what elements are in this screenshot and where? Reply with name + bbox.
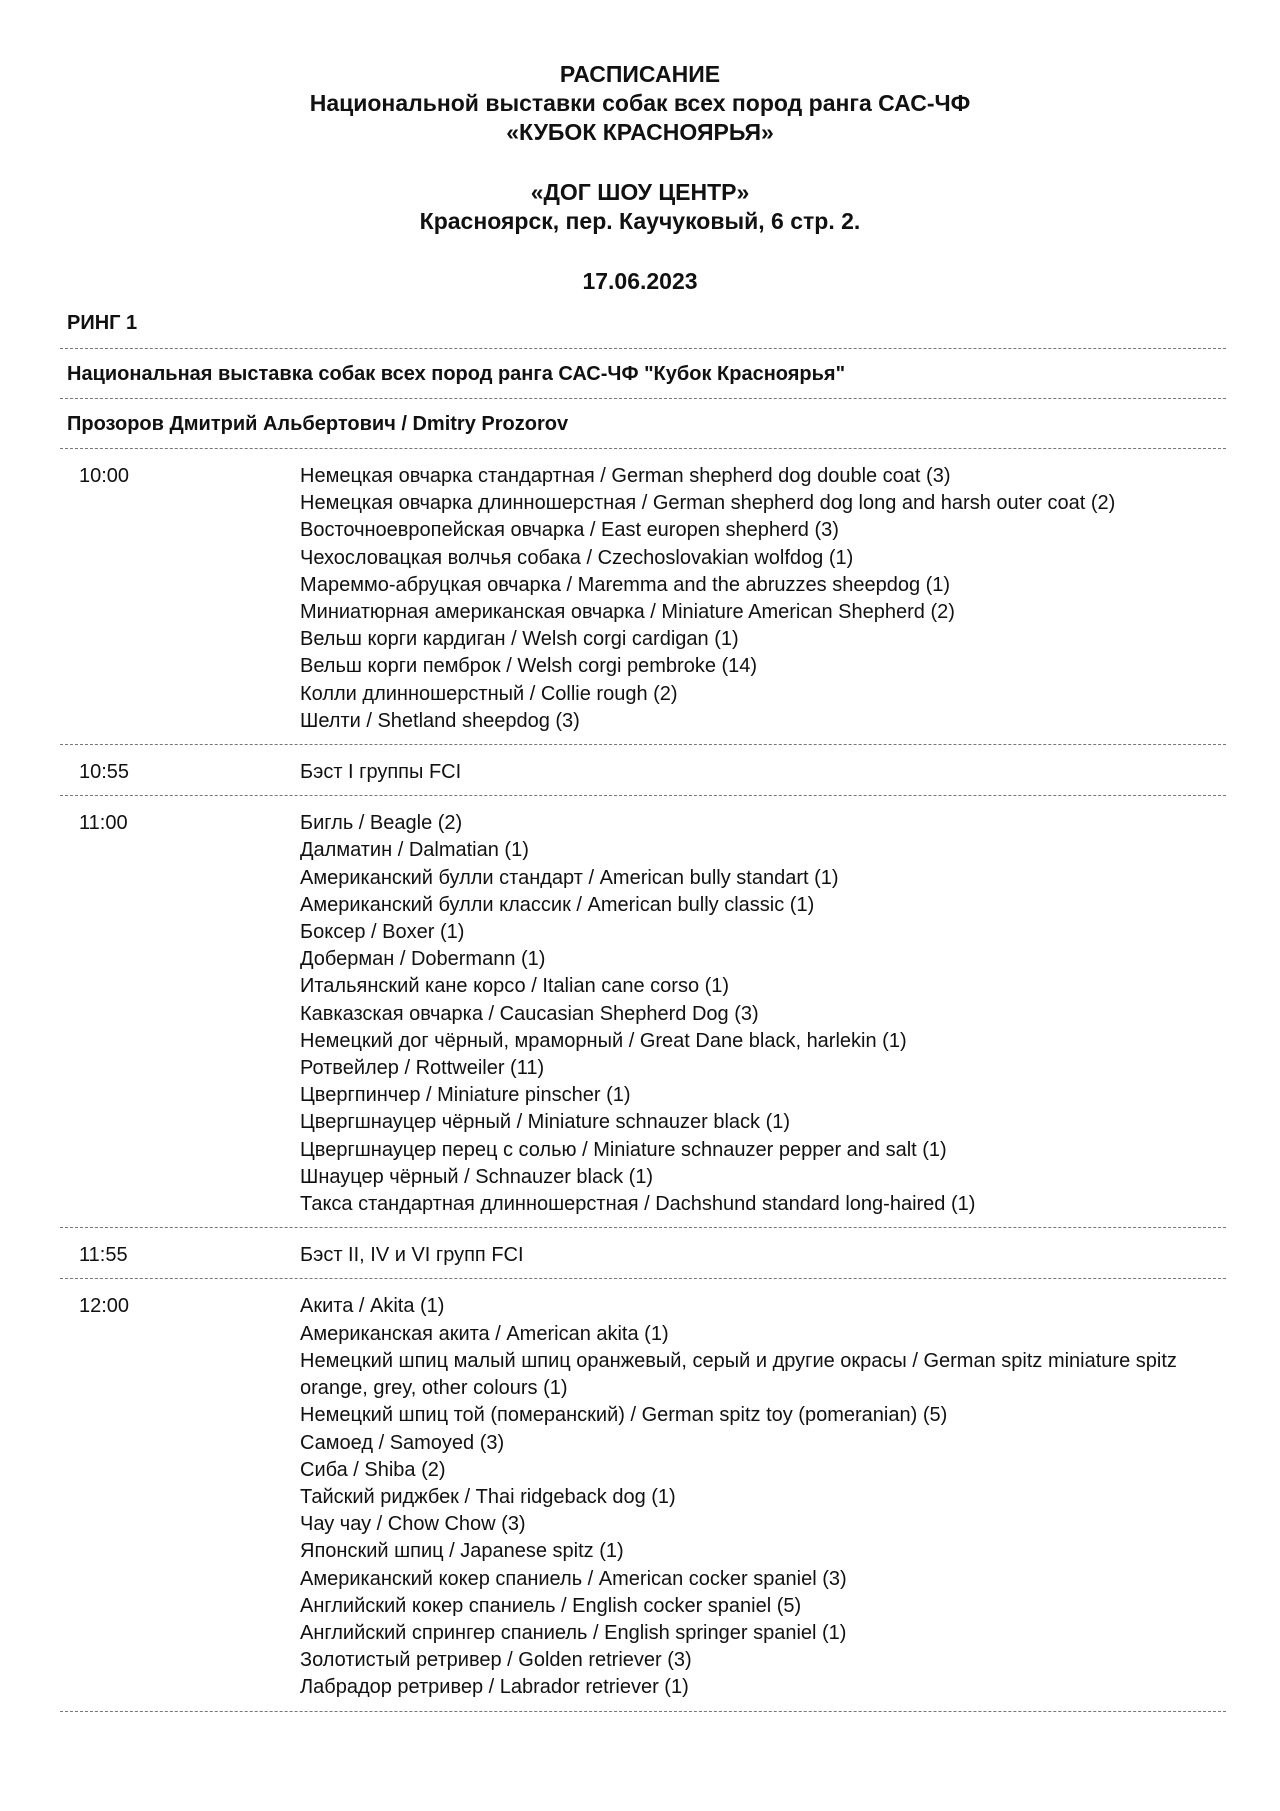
show-subtitle: Национальной выставки собак всех пород ранга САС-ЧФ	[309, 90, 971, 116]
breed-entry: Мареммо-абруцкая овчарка / Maremma and the abruzzes sheepdog (1)	[300, 573, 951, 596]
schedule-slot	[60, 1228, 1226, 1278]
breed-entry: Боксер / Boxer (1)	[300, 921, 465, 944]
venue-name: «ДОГ ШОУ ЦЕНТР»	[530, 179, 750, 205]
breed-entry: Английский спрингер спаниель / English springer spaniel (1)	[300, 1621, 847, 1644]
breed-list	[300, 810, 1200, 1218]
schedule-slot	[60, 449, 1226, 744]
breed-entry: Доберман / Dobermann (1)	[300, 948, 546, 971]
breed-entry: Лабрадор ретривер / Labrador retriever (1)	[300, 1676, 689, 1699]
document-title: РАСПИСАНИЕ	[559, 61, 721, 87]
breed-list	[300, 463, 1200, 735]
breed-entry: Ротвейлер / Rottweiler (11)	[300, 1057, 545, 1080]
breed-entry: Американская акита / American akita (1)	[300, 1322, 669, 1345]
breed-entry: Сиба / Shiba (2)	[300, 1458, 446, 1481]
slot-time: 11:55	[79, 1244, 128, 1267]
breed-entry: Акита / Akita (1)	[300, 1295, 445, 1318]
venue-address: Красноярск, пер. Каучуковый, 6 стр. 2.	[419, 208, 861, 234]
breed-entry: Бэст II, IV и VI групп FCI	[300, 1244, 524, 1267]
breed-entry: Японский шпиц / Japanese spitz (1)	[300, 1540, 624, 1563]
breed-entry: Чау чау / Chow Chow (3)	[300, 1513, 526, 1536]
schedule-slot	[60, 1279, 1226, 1710]
schedule-slot	[60, 796, 1226, 1227]
breed-entry: Немецкий шпиц малый шпиц оранжевый, серый и другие окрасы / German spitz miniature spitz orange, grey, other colours (1)	[300, 1349, 1177, 1400]
breed-entry: Немецкая овчарка длинношерстная / German shepherd dog long and harsh outer coat (2)	[300, 492, 1116, 515]
breed-entry: Далматин / Dalmatian (1)	[300, 839, 529, 862]
breed-entry: Самоед / Samoyed (3)	[300, 1431, 505, 1454]
breed-entry: Итальянский кане корсо / Italian cane corso (1)	[300, 975, 730, 998]
show-name-row: Национальная выставка собак всех пород ранга САС-ЧФ "Кубок Красноярья"	[67, 363, 846, 385]
slot-time: 10:55	[79, 761, 130, 784]
slot-time: 12:00	[79, 1295, 130, 1318]
breed-entry: Вельш корги кардиган / Welsh corgi cardigan (1)	[300, 628, 739, 651]
breed-entry: Восточноевропейская овчарка / East europen shepherd (3)	[300, 519, 839, 542]
breed-entry: Цвергшнауцер чёрный / Miniature schnauzer black (1)	[300, 1111, 791, 1134]
breed-entry: Чехословацкая волчья собака / Czechoslovakian wolfdog (1)	[300, 546, 854, 569]
breed-entry: Шнауцер чёрный / Schnauzer black (1)	[300, 1165, 654, 1188]
breed-entry: Цвергпинчер / Miniature pinscher (1)	[300, 1084, 631, 1107]
breed-entry: Золотистый ретривер / Golden retriever (3)	[300, 1649, 692, 1672]
slot-time: 10:00	[79, 465, 130, 487]
breed-entry: Тайский риджбек / Thai ridgeback dog (1)	[300, 1485, 676, 1508]
document-header	[0, 60, 1280, 296]
cup-name: «КУБОК КРАСНОЯРЬЯ»	[506, 119, 774, 145]
breed-entry: Колли длинношерстный / Collie rough (2)	[300, 682, 678, 705]
breed-list	[300, 1293, 1200, 1701]
breed-entry: Миниатюрная американская овчарка / Miniature American Shepherd (2)	[300, 601, 955, 624]
breed-entry: Вельш корги пемброк / Welsh corgi pembroke (14)	[300, 655, 758, 678]
divider	[60, 1711, 1226, 1712]
breed-entry: Бэст I группы FCI	[300, 761, 462, 784]
ring-label: РИНГ 1	[67, 312, 138, 334]
judge-row: Прозоров Дмитрий Альбертович / Dmitry Prozorov	[67, 413, 569, 435]
breed-list	[300, 1242, 1200, 1269]
schedule-table	[60, 348, 1226, 1712]
slot-time: 11:00	[79, 812, 128, 835]
breed-entry: Цвергшнауцер перец с солью / Miniature schnauzer pepper and salt (1)	[300, 1138, 947, 1161]
breed-entry: Немецкий дог чёрный, мраморный / Great Dane black, harlekin (1)	[300, 1029, 907, 1052]
breed-entry: Американский булли классик / American bully classic (1)	[300, 893, 815, 916]
breed-entry: Американский кокер спаниель / American cocker spaniel (3)	[300, 1567, 847, 1590]
breed-entry: Шелти / Shetland sheepdog (3)	[300, 709, 580, 732]
time-slots	[60, 449, 1226, 1712]
breed-entry: Американский булли стандарт / American bully standart (1)	[300, 866, 839, 889]
breed-entry: Бигль / Beagle (2)	[300, 812, 463, 835]
breed-entry: Такса стандартная длинношерстная / Dachshund standard long-haired (1)	[300, 1193, 976, 1216]
show-date: 17.06.2023	[582, 268, 698, 294]
breed-entry: Английский кокер спаниель / English cocker spaniel (5)	[300, 1594, 802, 1617]
schedule-slot	[60, 745, 1226, 795]
breed-entry: Немецкий шпиц той (померанский) / German spitz toy (pomeranian) (5)	[300, 1404, 948, 1427]
breed-entry: Кавказская овчарка / Caucasian Shepherd Dog (3)	[300, 1002, 759, 1025]
breed-entry: Немецкая овчарка стандартная / German shepherd dog double coat (3)	[300, 465, 951, 487]
breed-list	[300, 759, 1200, 786]
